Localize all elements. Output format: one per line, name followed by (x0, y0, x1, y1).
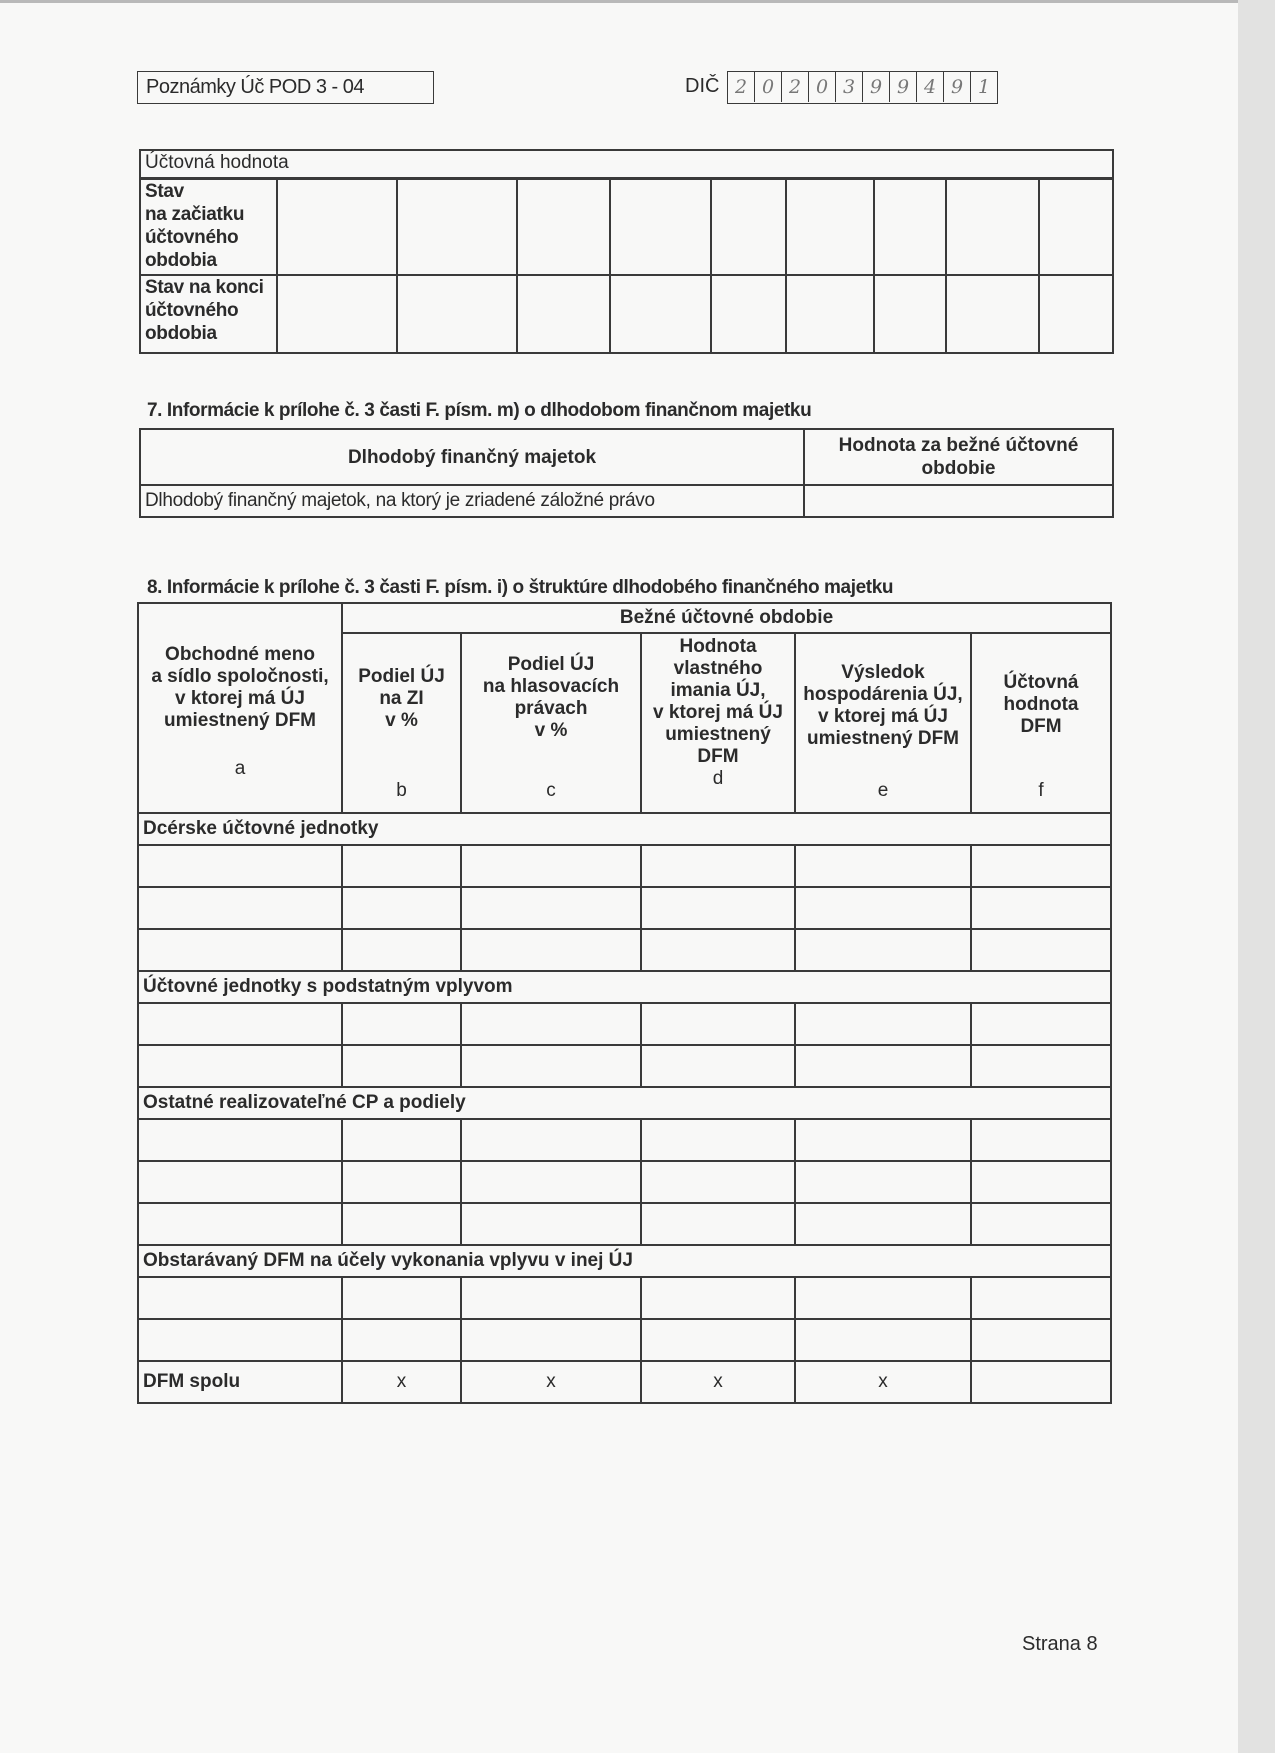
dic-field[interactable] (727, 71, 998, 104)
dfm-structure-table (137, 602, 1112, 1404)
col-letter-d: d (712, 768, 724, 789)
value-cell[interactable] (874, 179, 946, 275)
total-b-x: x (342, 1361, 461, 1403)
dic-digit[interactable]: 3 (836, 72, 863, 102)
table-row (138, 887, 1111, 929)
value-cell[interactable] (517, 179, 610, 275)
col-header-voting-rights: Podiel ÚJ na hlasovacích právach v % c (461, 633, 641, 813)
dic-digit[interactable]: 4 (917, 72, 944, 102)
total-e-x: x (795, 1361, 971, 1403)
dic-digit[interactable]: 0 (809, 72, 836, 102)
total-c-x: x (461, 1361, 641, 1403)
col-header-current-period-value: Hodnota za bežné účtovné obdobie (804, 429, 1113, 485)
value-cell[interactable] (1039, 179, 1113, 275)
col-header-share-capital: Podiel ÚJ na ZI v % b (342, 633, 461, 813)
book-value-header: Účtovná hodnota (140, 150, 1113, 179)
group-acquired-dfm: Obstarávaný DFM na účely vykonania vplyvu v inej ÚJ (138, 1245, 1111, 1277)
col-header-book-value: Účtovná hodnota DFM f (971, 633, 1111, 813)
value-cell[interactable] (711, 275, 786, 353)
col-header-dfm: Dlhodobý finančný majetok (140, 429, 804, 485)
total-book-value-cell[interactable] (971, 1361, 1111, 1403)
row-label-end-of-period: Stav na konci účtovného obdobia (140, 275, 277, 353)
table-row (138, 929, 1111, 971)
value-cell[interactable] (277, 275, 397, 353)
value-cell[interactable] (277, 179, 397, 275)
dic-digit[interactable]: 2 (782, 72, 809, 102)
value-cell[interactable] (397, 179, 517, 275)
col-header-company: Obchodné meno a sídlo spoločnosti, v ktorej má ÚJ umiestnený DFM a (138, 603, 342, 813)
col-header-equity: Hodnota vlastného imania ÚJ, v ktorej má ÚJ umiestnený DFM d (641, 633, 795, 813)
table-row (138, 1277, 1111, 1319)
group-subsidiaries: Dcérske účtovné jednotky (138, 813, 1111, 845)
total-row (138, 1361, 1111, 1403)
value-cell[interactable] (874, 275, 946, 353)
dic-digit[interactable]: 0 (755, 72, 782, 102)
dic-digit[interactable]: 1 (977, 76, 991, 98)
col-letter-b: b (396, 780, 407, 801)
value-cell[interactable] (1039, 275, 1113, 353)
page-number: Strana 8 (1022, 1633, 1098, 1655)
table-row (138, 1119, 1111, 1161)
table-row (138, 845, 1111, 887)
row-label-start-of-period: Stav na začiatku účtovného obdobia (140, 179, 277, 275)
value-cell[interactable] (946, 275, 1039, 353)
value-cell[interactable] (946, 179, 1039, 275)
table-row (138, 1045, 1111, 1087)
table-row (138, 1203, 1111, 1245)
group-significant-influence: Účtovné jednotky s podstatným vplyvom (138, 971, 1111, 1003)
col-letter-f: f (1038, 780, 1044, 801)
value-cell[interactable] (786, 179, 874, 275)
value-cell[interactable] (397, 275, 517, 353)
value-cell[interactable] (610, 275, 711, 353)
pledged-dfm-value-cell[interactable] (804, 485, 1113, 517)
value-cell[interactable] (711, 179, 786, 275)
row-label-pledged-dfm: Dlhodobý finančný majetok, na ktorý je zriadené záložné právo (140, 485, 804, 517)
value-cell[interactable] (610, 179, 711, 275)
pledged-dfm-table (139, 428, 1114, 518)
col-letter-e: e (877, 780, 889, 801)
section-8-title: 8. Informácie k prílohe č. 3 časti F. písm. i) o štruktúre dlhodobého finančného majetku (147, 577, 894, 598)
group-other-securities: Ostatné realizovateľné CP a podiely (138, 1087, 1111, 1119)
col-header-profit-loss: Výsledok hospodárenia ÚJ, v ktorej má ÚJ umiestnený DFM e (795, 633, 971, 813)
col-letter-c: c (546, 780, 556, 801)
dic-digit[interactable]: 2 (728, 72, 755, 102)
table-row (138, 1003, 1111, 1045)
book-value-table (139, 149, 1114, 354)
dic-label: DIČ (685, 75, 720, 97)
col-letter-a: a (234, 758, 246, 779)
section-7-title: 7. Informácie k prílohe č. 3 časti F. písm. m) o dlhodobom finančnom majetku (147, 400, 812, 421)
page-side-edge (1238, 0, 1275, 1753)
form-title: Poznámky Úč POD 3 - 04 (137, 71, 434, 104)
total-row-label: DFM spolu (138, 1361, 342, 1403)
dic-digit[interactable]: 9 (944, 72, 971, 102)
current-period-header: Bežné účtovné obdobie (342, 603, 1111, 633)
table-row (138, 1161, 1111, 1203)
value-cell[interactable] (786, 275, 874, 353)
table-row (138, 1319, 1111, 1361)
dic-digit[interactable]: 9 (890, 72, 917, 102)
value-cell[interactable] (517, 275, 610, 353)
dic-digit[interactable]: 9 (863, 72, 890, 102)
page-top-edge (0, 0, 1238, 3)
total-d-x: x (641, 1361, 795, 1403)
